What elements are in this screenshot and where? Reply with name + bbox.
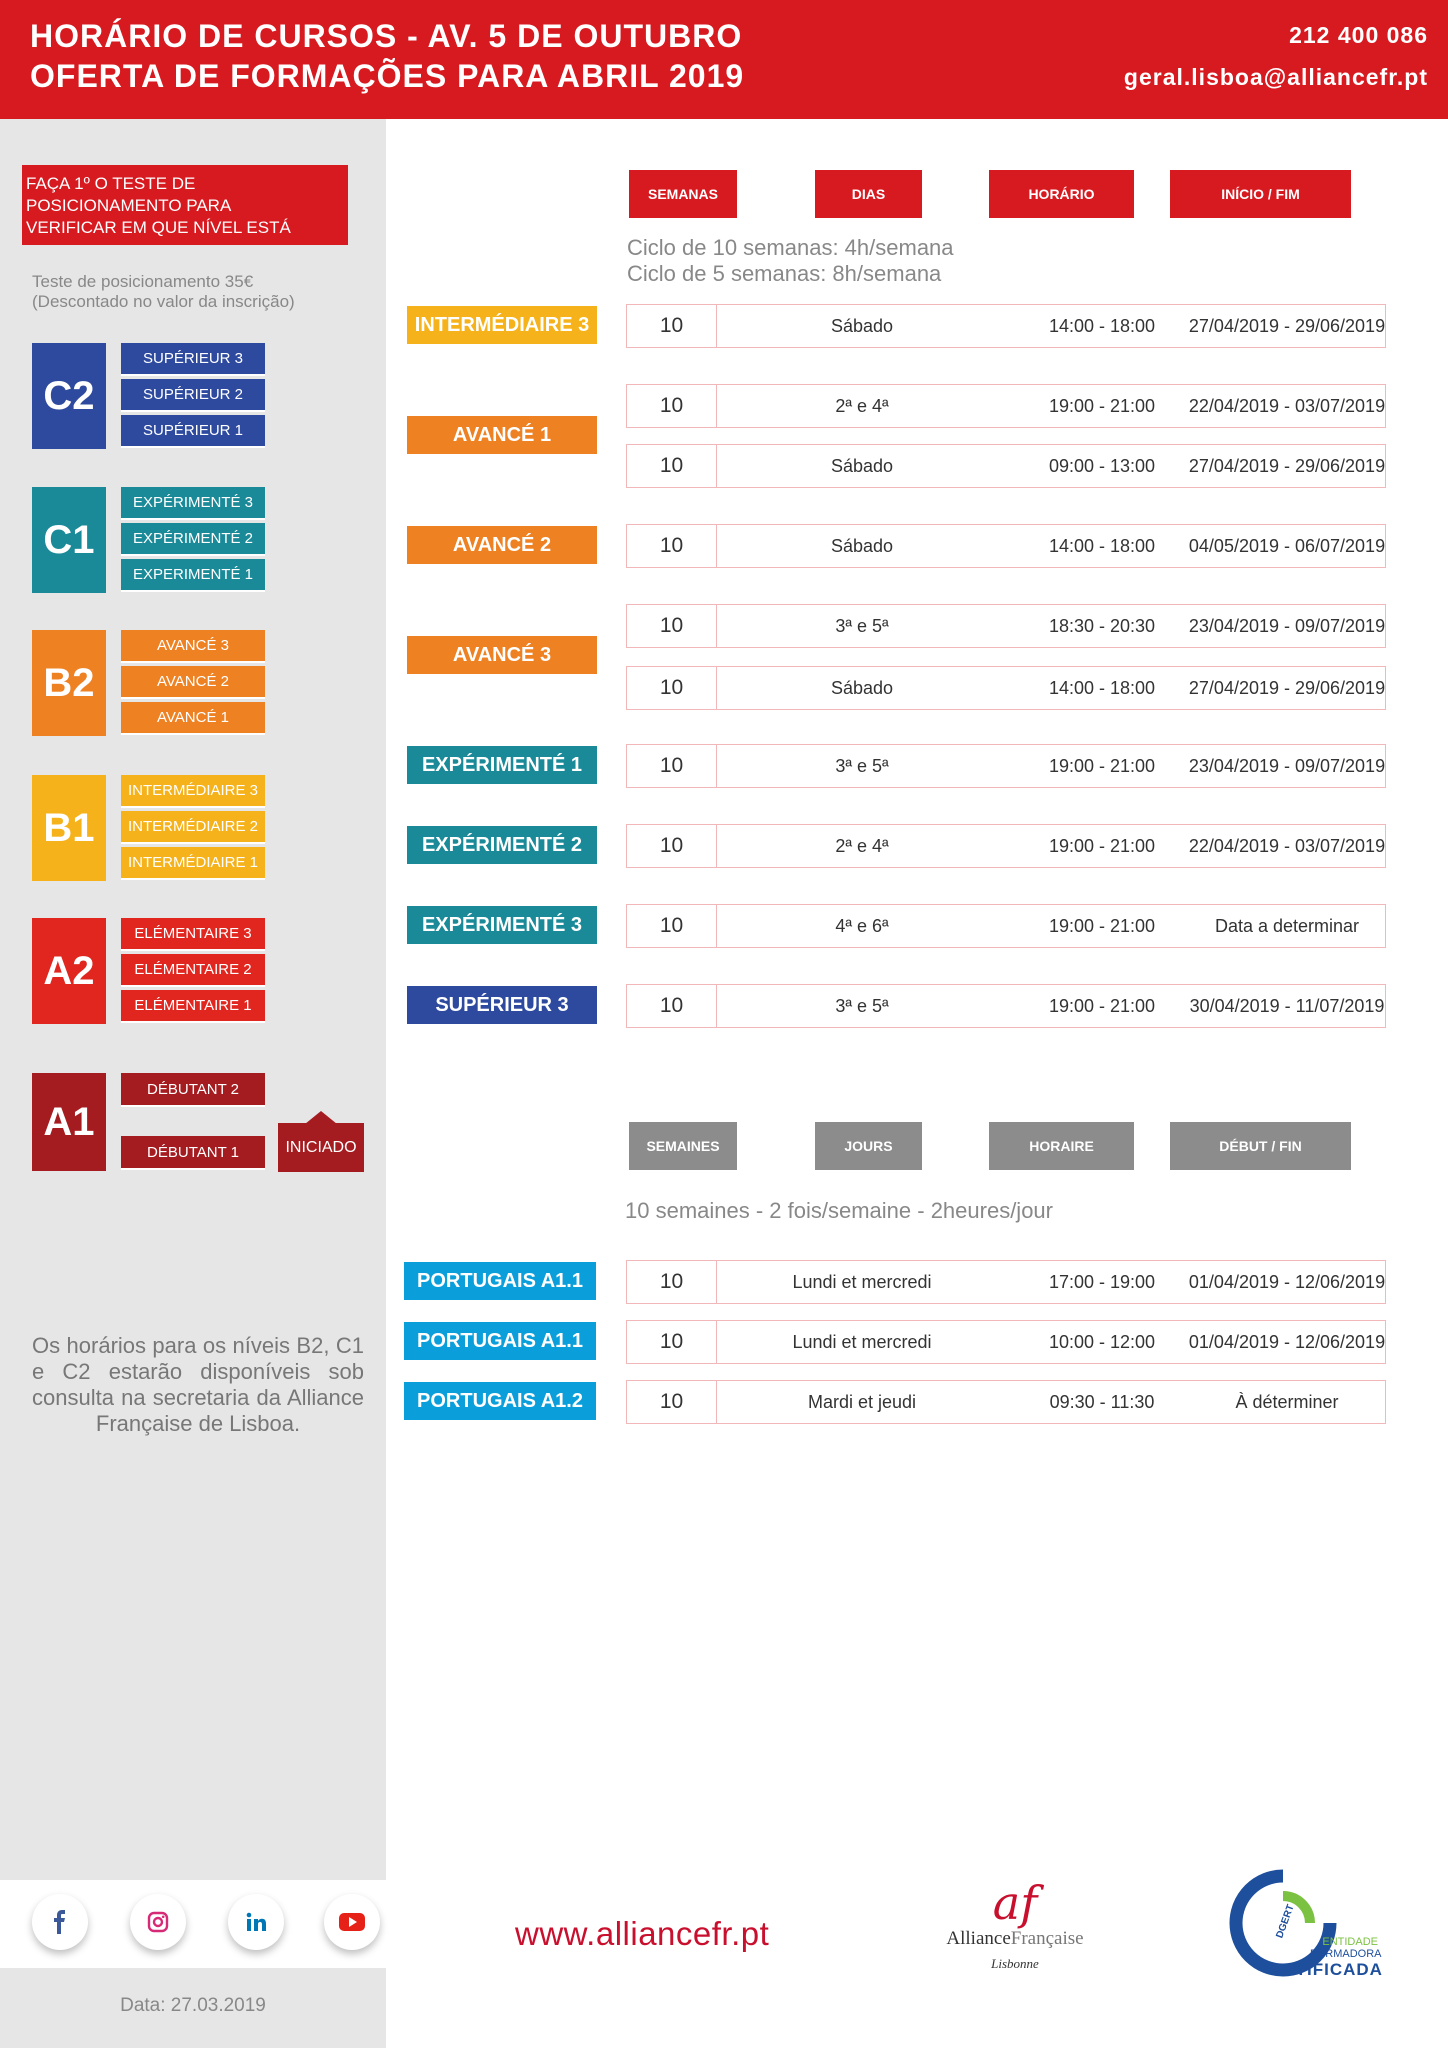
- days-cell: 3ª e 5ª: [835, 995, 889, 1016]
- dates-cell: 22/04/2019 - 03/07/2019: [1188, 395, 1386, 416]
- dates-cell: 27/04/2019 - 29/06/2019: [1188, 677, 1386, 698]
- days-cell: 4ª e 6ª: [835, 915, 889, 936]
- weeks-cell: 10: [627, 1321, 717, 1363]
- days-cell: Sábado: [830, 677, 894, 698]
- sublevel-item[interactable]: EXPÉRIMENTÉ 2: [121, 523, 265, 556]
- weeks-cell: 10: [627, 745, 717, 787]
- page-subtitle: OFERTA DE FORMAÇÕES PARA ABRIL 2019: [30, 58, 745, 94]
- days-cell: Mardi et jeudi: [807, 1391, 917, 1412]
- instagram-icon[interactable]: [130, 1894, 186, 1950]
- column-header: SEMAINES: [629, 1122, 737, 1170]
- sublevel-item[interactable]: SUPÉRIEUR 2: [121, 379, 265, 412]
- dates-cell: 27/04/2019 - 29/06/2019: [1188, 455, 1386, 476]
- time-cell: 19:00 - 21:00: [1048, 395, 1156, 416]
- schedule-row[interactable]: [626, 604, 1386, 648]
- column-header: SEMANAS: [629, 170, 737, 218]
- column-header: DIAS: [815, 170, 922, 218]
- iniciado-badge: INICIADO: [278, 1123, 364, 1172]
- weeks-cell: 10: [627, 985, 717, 1027]
- weeks-cell: 10: [627, 1381, 717, 1423]
- weeks-cell: 10: [627, 305, 717, 347]
- youtube-icon[interactable]: [324, 1894, 380, 1950]
- schedule-row[interactable]: [626, 666, 1386, 710]
- schedule-row[interactable]: [626, 1320, 1386, 1364]
- course-label[interactable]: INTERMÉDIAIRE 3: [407, 306, 597, 344]
- time-cell: 14:00 - 18:00: [1048, 677, 1156, 698]
- weeks-cell: 10: [627, 525, 717, 567]
- dates-cell: 04/05/2019 - 06/07/2019: [1188, 535, 1386, 556]
- sublevel-item[interactable]: SUPÉRIEUR 3: [121, 343, 265, 376]
- days-cell: 3ª e 5ª: [835, 755, 889, 776]
- course-label[interactable]: AVANCÉ 3: [407, 636, 597, 674]
- course-label[interactable]: EXPÉRIMENTÉ 1: [407, 746, 597, 784]
- schedule-row[interactable]: [626, 904, 1386, 948]
- cycle-info: [627, 235, 954, 287]
- dates-cell: 22/04/2019 - 03/07/2019: [1188, 835, 1386, 856]
- sublevel-item[interactable]: ELÉMENTAIRE 2: [121, 954, 265, 987]
- level-b2-box: B2: [32, 630, 106, 736]
- column-header: JOURS: [815, 1122, 922, 1170]
- sublevel-item[interactable]: AVANCÉ 1: [121, 702, 265, 735]
- page-header: [0, 0, 1448, 119]
- sublevel-item[interactable]: AVANCÉ 2: [121, 666, 265, 699]
- days-cell: 2ª e 4ª: [835, 835, 889, 856]
- dates-cell: 01/04/2019 - 12/06/2019: [1188, 1331, 1386, 1352]
- placement-test-price: Teste de posicionamento 35€: [32, 272, 254, 291]
- alliance-logo-name: Alliance: [946, 1928, 1011, 1949]
- dates-cell: 27/04/2019 - 29/06/2019: [1188, 315, 1386, 336]
- time-cell: 19:00 - 21:00: [1048, 915, 1156, 936]
- sublevel-item[interactable]: AVANCÉ 3: [121, 630, 265, 663]
- phone-number[interactable]: 212 400 086: [1289, 22, 1428, 48]
- course-label[interactable]: AVANCÉ 2: [407, 526, 597, 564]
- schedule-row[interactable]: [626, 524, 1386, 568]
- time-cell: 09:30 - 11:30: [1049, 1391, 1155, 1412]
- dates-cell: À déterminer: [1235, 1391, 1339, 1412]
- alliance-logo-mark: af: [992, 1876, 1038, 1930]
- schedule-row[interactable]: [626, 444, 1386, 488]
- dates-cell: 01/04/2019 - 12/06/2019: [1188, 1271, 1386, 1292]
- time-cell: 19:00 - 21:00: [1048, 755, 1156, 776]
- days-cell: Lundi et mercredi: [792, 1331, 932, 1352]
- column-header: INÍCIO / FIM: [1170, 170, 1351, 218]
- weeks-cell: 10: [627, 385, 717, 427]
- schedule-row[interactable]: [626, 1260, 1386, 1304]
- sublevel-item[interactable]: INTERMÉDIAIRE 3: [121, 775, 265, 808]
- schedule-row[interactable]: [626, 984, 1386, 1028]
- placement-test-discount: (Descontado no valor da inscrição): [32, 292, 295, 311]
- placement-test-line: POSICIONAMENTO PARA: [26, 196, 232, 215]
- website-link[interactable]: www.alliancefr.pt: [515, 1915, 770, 1952]
- schedule-row[interactable]: [626, 824, 1386, 868]
- cycle-line: Ciclo de 5 semanas: 8h/semana: [627, 261, 942, 286]
- days-cell: 2ª e 4ª: [835, 395, 889, 416]
- days-cell: 3ª e 5ª: [835, 615, 889, 636]
- course-label[interactable]: EXPÉRIMENTÉ 3: [407, 906, 597, 944]
- course-label[interactable]: PORTUGAIS A1.1: [404, 1322, 596, 1360]
- sublevel-item[interactable]: INTERMÉDIAIRE 2: [121, 811, 265, 844]
- level-b1-box: B1: [32, 775, 106, 881]
- cert-line: FORMADORA: [1310, 1948, 1382, 1960]
- weeks-cell: 10: [627, 825, 717, 867]
- time-cell: 14:00 - 18:00: [1048, 315, 1156, 336]
- document-date: Data: 27.03.2019: [120, 1995, 266, 2016]
- sublevel-item[interactable]: EXPERIMENTÉ 1: [121, 559, 265, 592]
- dgert-tag: DGERT: [1274, 1903, 1297, 1940]
- cert-line: ENTIDADE: [1322, 1936, 1378, 1948]
- schedule-row[interactable]: [626, 1380, 1386, 1424]
- schedule-row[interactable]: [626, 744, 1386, 788]
- schedule-row[interactable]: [626, 384, 1386, 428]
- sublevel-item[interactable]: ELÉMENTAIRE 1: [121, 990, 265, 1023]
- dates-cell: 23/04/2019 - 09/07/2019: [1188, 615, 1386, 636]
- time-cell: 14:00 - 18:00: [1048, 535, 1156, 556]
- column-header: HORÁRIO: [989, 170, 1134, 218]
- days-cell: Sábado: [830, 535, 894, 556]
- email-link[interactable]: geral.lisboa@alliancefr.pt: [1123, 64, 1428, 90]
- weeks-cell: 10: [627, 445, 717, 487]
- placement-test-line: VERIFICAR EM QUE NÍVEL ESTÁ: [26, 218, 291, 237]
- dgert-certification-logo: [1228, 1868, 1428, 1980]
- linkedin-icon[interactable]: [228, 1894, 284, 1950]
- cycle-line: Ciclo de 10 semanas: 4h/semana: [627, 235, 954, 260]
- sublevel-item[interactable]: INTERMÉDIAIRE 1: [121, 847, 265, 880]
- level-a2-box: A2: [32, 918, 106, 1024]
- days-cell: Lundi et mercredi: [792, 1271, 932, 1292]
- time-cell: 18:30 - 20:30: [1048, 615, 1156, 636]
- course-label[interactable]: PORTUGAIS A1.1: [404, 1262, 596, 1300]
- social-bar: [0, 1880, 386, 1968]
- level-c1-box: C1: [32, 487, 106, 593]
- weeks-cell: 10: [627, 667, 717, 709]
- level-a1-box: A1: [32, 1073, 106, 1171]
- page-title: HORÁRIO DE CURSOS - AV. 5 DE OUTUBRO: [30, 18, 743, 54]
- iniciado-arrow-icon: [305, 1111, 337, 1124]
- alliance-logo-city: Lisbonne: [991, 1956, 1039, 1971]
- levels-availability-note: Os horários para os níveis B2, C1 e C2 estarão disponíveis sob consulta na secretaria da Alliance Française de Lisboa.: [32, 1333, 364, 1436]
- time-cell: 17:00 - 19:00: [1048, 1271, 1156, 1292]
- dates-cell: 30/04/2019 - 11/07/2019: [1189, 995, 1385, 1016]
- column-header: HORAIRE: [989, 1122, 1134, 1170]
- dates-cell: 23/04/2019 - 09/07/2019: [1188, 755, 1386, 776]
- portugais-cycle-info: 10 semaines - 2 fois/semaine - 2heures/jour: [625, 1198, 1053, 1223]
- weeks-cell: 10: [627, 605, 717, 647]
- schedule-row[interactable]: [626, 304, 1386, 348]
- time-cell: 09:00 - 13:00: [1048, 455, 1156, 476]
- time-cell: 19:00 - 21:00: [1048, 835, 1156, 856]
- facebook-icon[interactable]: [32, 1894, 88, 1950]
- course-label[interactable]: PORTUGAIS A1.2: [404, 1382, 596, 1420]
- weeks-cell: 10: [627, 1261, 717, 1303]
- days-cell: Sábado: [830, 455, 894, 476]
- cert-line: ERTIFICADA: [1270, 1960, 1383, 1979]
- time-cell: 19:00 - 21:00: [1048, 995, 1156, 1016]
- course-label[interactable]: SUPÉRIEUR 3: [407, 986, 597, 1024]
- sublevel-item[interactable]: EXPÉRIMENTÉ 3: [121, 487, 265, 520]
- sublevel-item[interactable]: DÉBUTANT 2: [121, 1073, 265, 1107]
- placement-test-line: FAÇA 1º O TESTE DE: [26, 174, 196, 193]
- course-label[interactable]: EXPÉRIMENTÉ 2: [407, 826, 597, 864]
- placement-test-info: [32, 272, 295, 312]
- level-c2-box: C2: [32, 343, 106, 449]
- dates-cell: Data a determinar: [1214, 915, 1360, 936]
- alliance-logo-name-2: Française: [1010, 1928, 1084, 1949]
- alliance-logo: [940, 1876, 1090, 1972]
- weeks-cell: 10: [627, 905, 717, 947]
- days-cell: Sábado: [830, 315, 894, 336]
- sublevel-item[interactable]: SUPÉRIEUR 1: [121, 415, 265, 448]
- placement-test-banner[interactable]: [22, 165, 348, 245]
- sublevel-item[interactable]: DÉBUTANT 1: [121, 1136, 265, 1170]
- time-cell: 10:00 - 12:00: [1048, 1331, 1156, 1352]
- sublevel-item[interactable]: ELÉMENTAIRE 3: [121, 918, 265, 951]
- column-header: DÉBUT / FIN: [1170, 1122, 1351, 1170]
- course-label[interactable]: AVANCÉ 1: [407, 416, 597, 454]
